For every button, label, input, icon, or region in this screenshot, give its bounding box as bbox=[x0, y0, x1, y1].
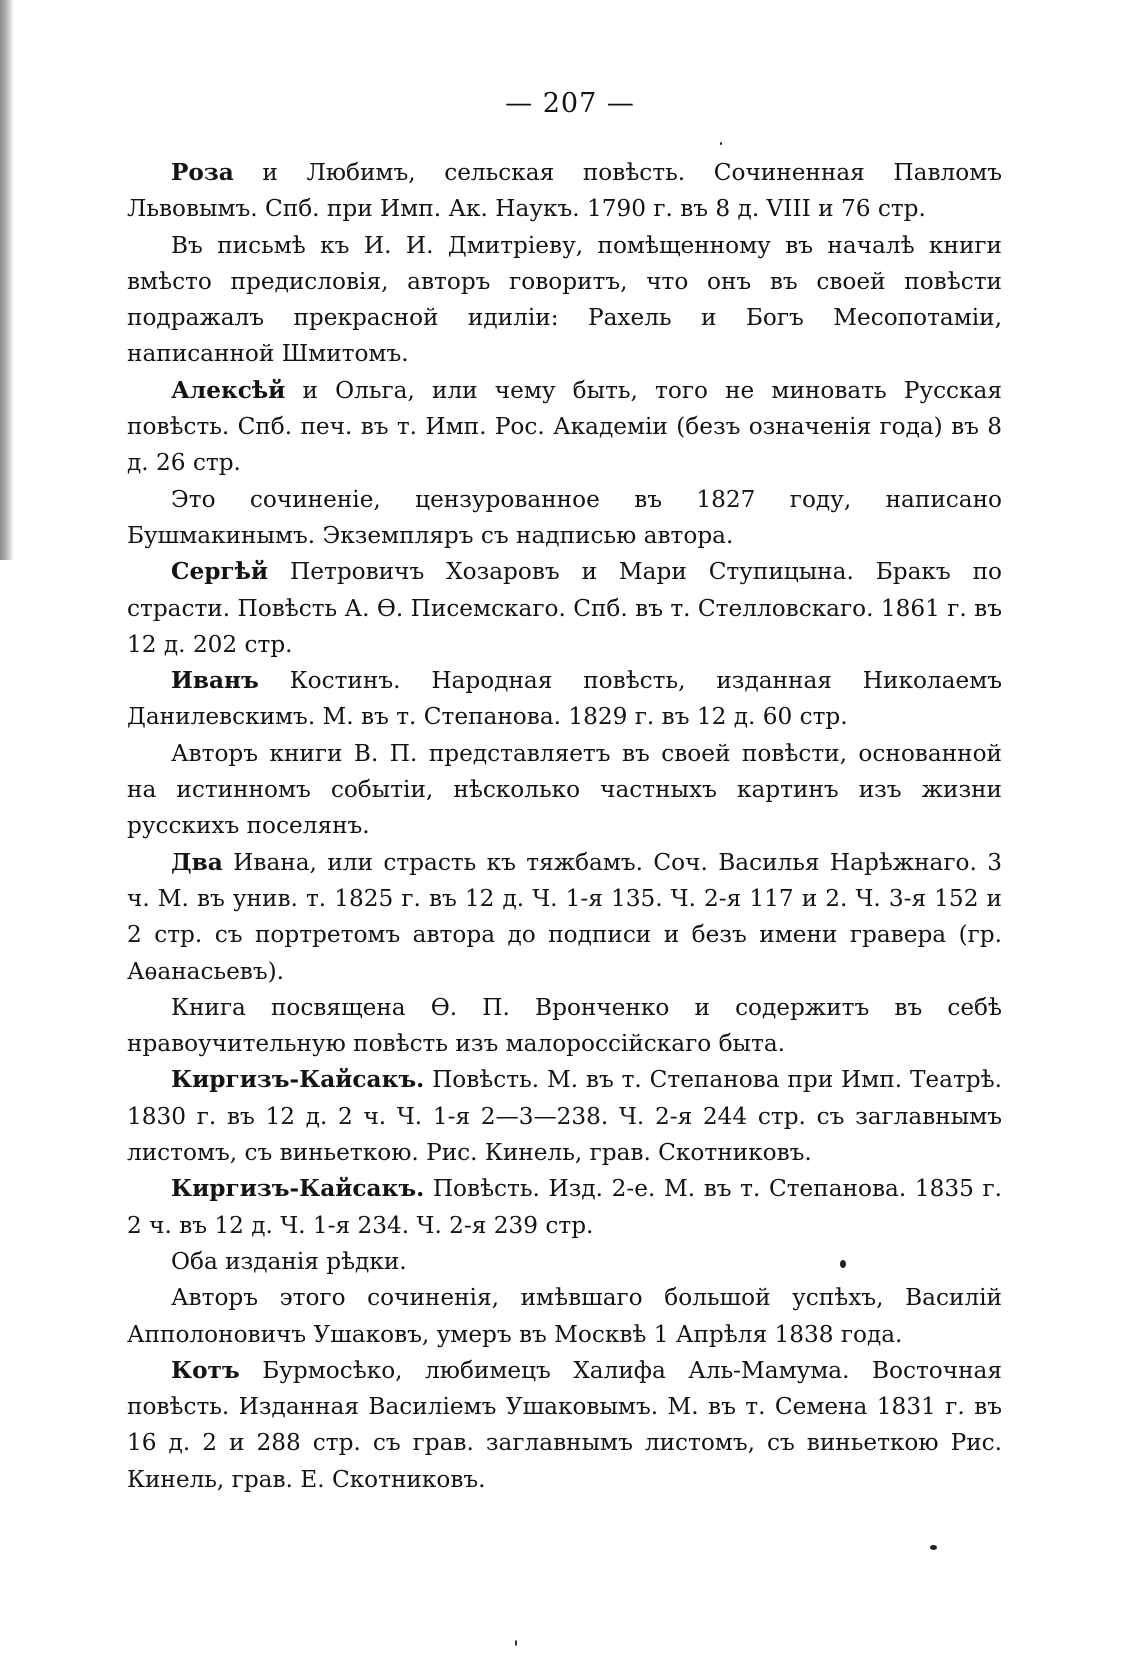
paragraph-note bbox=[127, 482, 1002, 555]
ink-speck bbox=[720, 142, 722, 145]
paragraph-dva-ivana bbox=[127, 845, 1002, 990]
paragraph-text: Въ письмѣ къ И. И. Дмитріеву, помѣщенному въ началѣ книги вмѣсто предисловія, авторъ говоритъ, что онъ въ своей повѣсти подражалъ прекрасной идиліи: Рахель и Богъ Месопотаміи, написанной Шмитомъ. bbox=[127, 231, 1002, 368]
paragraph-aleksei bbox=[127, 373, 1002, 482]
paragraph-note bbox=[127, 1244, 1002, 1280]
paragraph-text: Оба изданія рѣдки. bbox=[171, 1247, 407, 1275]
page-number: — 207 — bbox=[505, 88, 635, 119]
paragraph-note bbox=[127, 736, 1002, 845]
paragraph-text: и Ольга, или чему быть, того не миновать Русская повѣсть. Спб. печ. въ т. Имп. Рос. Академіи (безъ означенія года) въ 8 д. 26 стр. bbox=[127, 376, 1002, 477]
paragraph-note bbox=[127, 1280, 1002, 1353]
ink-speck bbox=[515, 1640, 517, 1646]
paragraph-note bbox=[127, 990, 1002, 1063]
entry-heading: Роза bbox=[171, 159, 234, 186]
entry-heading: Алексѣй bbox=[171, 376, 286, 404]
entry-heading: Котъ bbox=[171, 1356, 240, 1384]
paragraph-note bbox=[127, 228, 1002, 373]
entry-heading: Сергѣй bbox=[171, 558, 269, 586]
paragraph-kirgiz-1835 bbox=[127, 1171, 1002, 1244]
paragraph-text: Бурмосѣко, любимецъ Халифа Аль-Мамума. Восточная повѣсть. Изданная Василіемъ Ушаковымъ. М. въ т. Семена 1831 г. въ 16 д. 2 и 288 стр. съ грав. заглавнымъ листомъ, съ виньеткою Рис. Кинель, грав. Е. Скотниковъ. bbox=[127, 1356, 1002, 1493]
paragraph-kot bbox=[127, 1353, 1002, 1498]
paragraph-kirgiz-1830 bbox=[127, 1062, 1002, 1171]
paragraph-text: Петровичъ Хозаровъ и Мари Ступицына. Бракъ по страсти. Повѣсть А. Ѳ. Писемскаго. Спб. въ т. Стелловскаго. 1861 г. въ 12 д. 202 стр. bbox=[127, 558, 1002, 658]
paragraph-roza bbox=[127, 155, 1002, 228]
entry-heading: Киргизъ-Кайсакъ. bbox=[171, 1066, 425, 1094]
paragraph-text: и Любимъ, сельская повѣсть. Сочиненная Павломъ Львовымъ. Спб. при Имп. Ак. Наукъ. 1790 г. въ 8 д. VIII и 76 стр. bbox=[127, 159, 1002, 223]
paragraph-text: Костинъ. Народная повѣсть, изданная Николаемъ Данилевскимъ. М. въ т. Степанова. 1829 г. въ 12 д. 60 стр. bbox=[127, 667, 1002, 731]
paragraph-text: Авторъ этого сочиненія, имѣвшаго большой успѣхъ, Василій Апполоновичъ Ушаковъ, умеръ въ Москвѣ 1 Апрѣля 1838 года. bbox=[127, 1284, 1002, 1348]
paragraph-text: Книга посвящена Ѳ. П. Вронченко и содержитъ въ себѣ нравоучительную повѣсть изъ малороссійскаго быта. bbox=[127, 993, 1002, 1058]
entry-heading: Иванъ bbox=[171, 667, 259, 695]
binding-edge-shadow bbox=[0, 0, 14, 560]
paragraph-text: Ивана, или страсть къ тяжбамъ. Соч. Василья Нарѣжнаго. 3 ч. М. въ унив. т. 1825 г. въ 12 д. Ч. 1-я 135. Ч. 2-я 117 и 2. Ч. 3-я 152 и 2 стр. съ портретомъ автора до подписи и безъ имени гравера (гр. Аѳанасьевъ). bbox=[127, 848, 1003, 985]
paragraph-text: Повѣсть. М. въ т. Степанова при Имп. Театрѣ. 1830 г. въ 12 д. 2 ч. Ч. 1-я 2—3—238. Ч. 2-я 244 стр. съ заглавнымъ листомъ, съ виньеткою. Рис. Кинель, грав. Скотниковъ. bbox=[127, 1066, 1002, 1167]
entry-heading: Два bbox=[171, 848, 223, 876]
paragraph-text: Повѣсть. Изд. 2-е. М. въ т. Степанова. 1835 г. 2 ч. въ 12 д. Ч. 1-я 234. Ч. 2-я 239 стр. bbox=[127, 1175, 1002, 1239]
paragraph-ivan bbox=[127, 663, 1002, 736]
paragraph-text: Это сочиненіе, цензурованное въ 1827 году, написано Бушмакинымъ. Экземпляръ съ надписью автора. bbox=[127, 485, 1002, 549]
entry-heading: Киргизъ-Кайсакъ. bbox=[171, 1175, 425, 1203]
ink-speck bbox=[840, 1260, 846, 1268]
ink-speck bbox=[930, 1545, 937, 1550]
paragraph-sergei bbox=[127, 554, 1002, 663]
paragraph-text: Авторъ книги В. П. представляетъ въ своей повѣсти, основанной на истинномъ событіи, нѣсколько частныхъ картинъ изъ жизни русскихъ поселянъ. bbox=[127, 739, 1002, 840]
text-column bbox=[127, 155, 1002, 1498]
